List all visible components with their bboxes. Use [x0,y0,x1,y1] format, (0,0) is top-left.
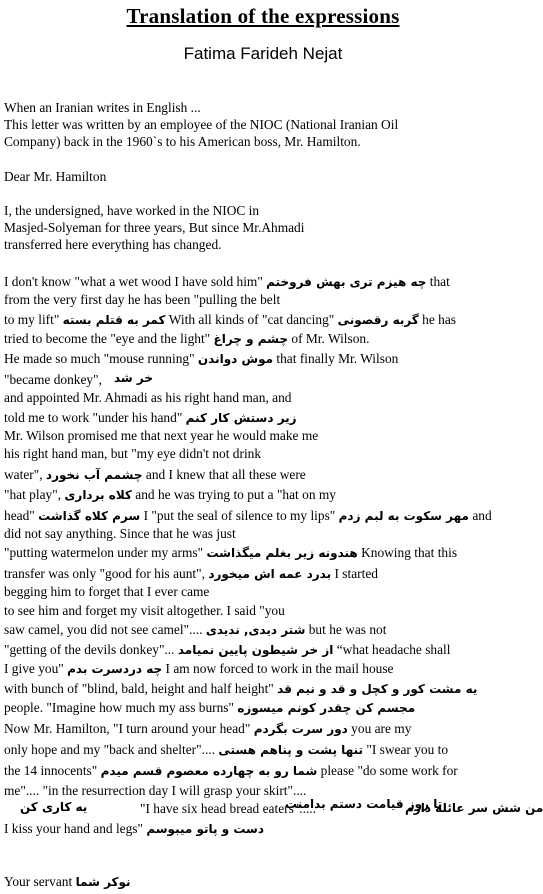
letter-line [4,642,451,658]
letter-line [4,312,456,328]
english-text: me".... [4,783,40,798]
english-text: but he was not [308,622,387,637]
farsi-expression: زیر دستش کار کنم [185,411,297,425]
farsi-expression: سرم کلاه گذاشت [38,509,141,523]
english-text: that [429,274,450,289]
farsi-expression: هندونه زیر بغلم میگذاشت [206,546,358,560]
farsi-expression: مهر سکوت به لبم زدم [338,509,469,523]
letter-line: begging him to forget that I ever came [4,584,210,599]
english-text: I kiss your hand and legs" [4,821,143,836]
english-text: tried to become the "eye and the light" [4,331,211,346]
farsi-expression: چشم و چراغ [213,332,289,346]
farsi-expression: شما رو به چهارده معصوم قسم میدم [100,764,318,778]
farsi-expression: گربه رقصونی [337,313,419,327]
farsi-expression: تنها پشت و پناهم هستی [218,743,363,757]
farsi-expression: دست و پاتو میبوسم [146,822,264,836]
letter-line [4,721,411,737]
english-text: I started [334,566,378,581]
farsi-expression: یه کاری کن [20,800,88,814]
farsi-expression: کمر به قتلم بسته [62,313,166,327]
english-text: transfer was only "good for his aunt", [4,566,205,581]
farsi-expression: چشمم آب نخورد [45,468,143,482]
english-text: Knowing that this [361,545,458,560]
page-title: Translation of the expressions [126,4,400,28]
closing-text: Your servant [4,874,73,889]
farsi-expression: خر شد [114,371,154,385]
salutation: Dear Mr. Hamilton [4,169,107,184]
letter-line [4,742,448,758]
english-text: the 14 innocents" [4,763,98,778]
english-text: "I swear you to [366,742,449,757]
english-text: I give you" [4,661,64,676]
letter-line: "I have six head bread eaters"..... [140,801,317,816]
letter-line: from the very first day he has been "pulling the belt [4,292,281,307]
farsi-expression: از خر شیطون پایین نمیامد [177,643,334,657]
farsi-expression: من شش سر عائله دارم [405,801,543,815]
paragraph-line: transferred here everything has changed. [4,237,222,252]
farsi-expression: شتر دیدی, ندیدی [205,623,306,637]
letter-line [4,700,415,716]
farsi-expression: چه دردسرت بدم [67,662,163,676]
letter-line: and appointed Mr. Ahmadi as his right hand man, and [4,390,292,405]
english-text: he has [422,312,456,327]
letter-line: to see him and forget my visit altogether. I said "you [4,603,285,618]
farsi-expression: مجسم کن چقدر کونم میسوزه [237,701,416,715]
letter-line: Mr. Wilson promised me that next year he would make me [4,428,319,443]
english-text: He made so much "mouse running" [4,351,195,366]
farsi-expression: دور سرت بگردم [253,722,348,736]
intro-line: When an Iranian writes in English ... [4,100,201,115]
farsi-expression: یه مشت کور و کچل و قد و نیم قد [277,682,478,696]
english-text: I "put the seal of silence to my lips" [143,508,336,523]
letter-line [4,467,306,483]
english-text: that finally Mr. Wilson [276,351,399,366]
letter-line [4,783,306,799]
intro-line: This letter was written by an employee of the NIOC (National Iranian Oil [4,117,399,132]
english-text: with bunch of "blind, bald, height and half height" [4,681,274,696]
english-text: to my lift" [4,312,60,327]
english-text: head" [4,508,35,523]
letter-line [4,622,386,638]
english-text: I don't know "what a wet wood I have sold him" [4,274,263,289]
letter-line [4,351,398,367]
closing-signature [4,874,131,890]
letter-line: "became donkey", [4,372,102,387]
paragraph-line: I, the undersigned, have worked in the NIOC in [4,203,260,218]
letter-line [4,763,458,779]
letter-line [4,545,457,561]
english-text: only hope and my "back and shelter".... [4,742,215,757]
letter-line: did not say anything. Since that he was just [4,526,236,541]
english-text: Now Mr. Hamilton, "I turn around your head" [4,721,251,736]
intro-line: Company) back in the 1960`s to his American boss, Mr. Hamilton. [4,134,361,149]
english-text: of Mr. Wilson. [291,331,370,346]
english-text: I am now forced to work in the mail house [165,661,394,676]
letter-line [4,661,394,677]
english-text: "putting watermelon under my arms" [4,545,204,560]
letter-line [4,566,378,582]
closing-farsi: نوکر شما [75,875,131,889]
letter-line [4,274,450,290]
letter-line [4,508,492,524]
farsi-expression: تا روز قیامت دستم بدامنت [285,797,443,811]
english-text: please "do some work for [320,763,458,778]
english-text: "getting of the devils donkey"... [4,642,175,657]
letter-line [4,487,336,503]
english-text: told me to work "under his hand" [4,410,183,425]
author-name: Fatima Farideh Nejat [183,44,343,63]
farsi-expression: کلاه برداری [64,488,132,502]
farsi-expression: موش دواندن [197,352,274,366]
english-text: and he was trying to put a "hat on my [135,487,336,502]
letter-line: his right hand man, but "my eye didn't not drink [4,446,262,461]
letter-line [4,681,477,697]
english-text: and [472,508,492,523]
letter-line [4,821,264,837]
english-text: With all kinds of "cat dancing" [168,312,335,327]
paragraph-line: Masjed-Solyeman for three years, But since Mr.Ahmadi [4,220,305,235]
farsi-expression: بدرد عمه اش میخورد [208,567,332,581]
english-text: water", [4,467,43,482]
english-text: "in the resurrection day I will grasp your skirt".... [42,783,307,798]
english-text: you are my [351,721,412,736]
english-text: and I knew that all these were [145,467,306,482]
english-text: people. "Imagine how much my ass burns" [4,700,234,715]
letter-line [4,410,297,426]
english-text: saw camel, you did not see camel".... [4,622,203,637]
letter-line [4,331,369,347]
english-text: “what headache shall [336,642,451,657]
english-text: "hat play", [4,487,62,502]
farsi-expression: چه هیزم تری بهش فروختم [266,275,427,289]
